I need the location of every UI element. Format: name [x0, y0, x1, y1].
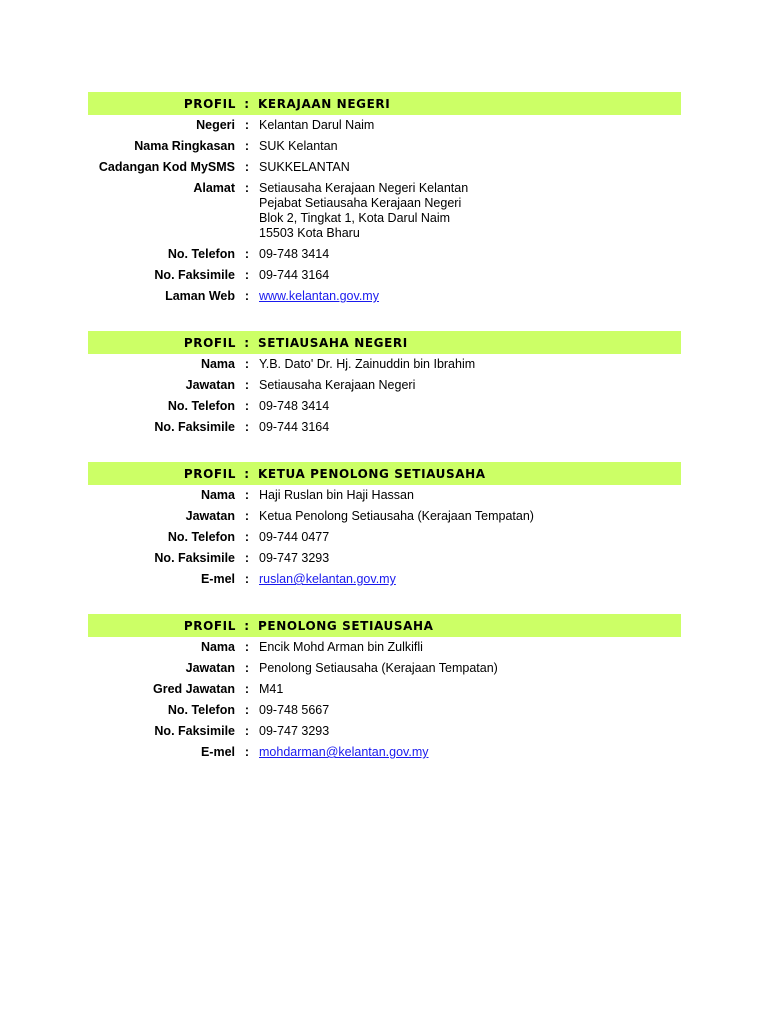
header-title: PENOLONG SETIAUSAHA [258, 618, 434, 633]
row-nama-ringkasan [88, 136, 681, 157]
field-label: Negeri [196, 118, 235, 132]
email-link[interactable]: ruslan@kelantan.gov.my [259, 572, 396, 586]
section-kerajaan-negeri [88, 92, 681, 307]
field-colon: : [244, 724, 250, 738]
row-jawatan [88, 506, 681, 527]
address-line: Setiausaha Kerajaan Negeri Kelantan [259, 181, 469, 195]
field-colon: : [244, 661, 250, 675]
row-telefon [88, 700, 681, 721]
row-nama [88, 485, 681, 506]
field-colon: : [244, 160, 250, 174]
section-penolong-setiausaha [88, 614, 681, 763]
field-value: 09-744 3164 [259, 268, 330, 282]
field-label: Jawatan [185, 509, 235, 523]
field-colon: : [244, 745, 250, 759]
field-value: SUKKELANTAN [259, 160, 350, 174]
row-faksimile [88, 548, 681, 569]
row-nama [88, 354, 681, 375]
field-colon: : [244, 139, 250, 153]
field-label: E-mel [200, 572, 235, 586]
row-faksimile [88, 417, 681, 438]
field-value: Haji Ruslan bin Haji Hassan [259, 488, 414, 502]
field-colon: : [244, 289, 250, 303]
section-setiausaha-negeri [88, 331, 681, 438]
field-label: No. Telefon [167, 703, 235, 717]
field-value: 09-748 5667 [259, 703, 330, 717]
address-value [259, 181, 681, 241]
field-label: E-mel [200, 745, 235, 759]
header-colon: : [244, 335, 250, 350]
field-colon: : [244, 572, 250, 586]
field-label: Alamat [193, 181, 235, 195]
field-label: Gred Jawatan [153, 682, 235, 696]
row-telefon [88, 244, 681, 265]
field-value: Penolong Setiausaha (Kerajaan Tempatan) [259, 661, 498, 675]
field-value: Encik Mohd Arman bin Zulkifli [259, 640, 423, 654]
field-value: 09-748 3414 [259, 399, 330, 413]
field-value: Ketua Penolong Setiausaha (Kerajaan Tempatan) [259, 509, 534, 523]
section-header [88, 614, 681, 637]
field-colon: : [244, 682, 250, 696]
field-value-wrap [259, 572, 681, 587]
field-value: M41 [259, 682, 284, 696]
field-value-wrap [259, 745, 681, 760]
field-label: No. Telefon [167, 530, 235, 544]
field-label: Nama [200, 488, 235, 502]
field-label: No. Faksimile [154, 268, 235, 282]
field-value: Y.B. Dato' Dr. Hj. Zainuddin bin Ibrahim [259, 357, 476, 371]
section-header [88, 92, 681, 115]
header-prefix: PROFIL [183, 96, 236, 111]
row-faksimile [88, 721, 681, 742]
header-title: SETIAUSAHA NEGERI [258, 335, 408, 350]
row-kod-mysms [88, 157, 681, 178]
row-nama [88, 637, 681, 658]
header-title: KERAJAAN NEGERI [258, 96, 391, 111]
field-label: No. Telefon [167, 247, 235, 261]
field-label: No. Telefon [167, 399, 235, 413]
field-colon: : [244, 247, 250, 261]
field-value-wrap [259, 289, 681, 304]
field-label: No. Faksimile [154, 420, 235, 434]
field-colon: : [244, 118, 250, 132]
row-laman-web [88, 286, 681, 307]
row-telefon [88, 396, 681, 417]
row-telefon [88, 527, 681, 548]
field-colon: : [244, 509, 250, 523]
field-value: Setiausaha Kerajaan Negeri [259, 378, 416, 392]
header-prefix: PROFIL [183, 618, 236, 633]
field-label: Nama [200, 640, 235, 654]
field-colon: : [244, 378, 250, 392]
field-value: Kelantan Darul Naim [259, 118, 375, 132]
header-colon: : [244, 96, 250, 111]
section-header [88, 331, 681, 354]
field-label: Nama [200, 357, 235, 371]
website-link[interactable]: www.kelantan.gov.my [259, 289, 379, 303]
field-colon: : [244, 181, 250, 195]
field-colon: : [244, 488, 250, 502]
row-jawatan [88, 658, 681, 679]
field-colon: : [244, 357, 250, 371]
field-value: 09-747 3293 [259, 551, 330, 565]
field-value: 09-744 0477 [259, 530, 330, 544]
field-label: Jawatan [185, 378, 235, 392]
field-value: SUK Kelantan [259, 139, 338, 153]
field-colon: : [244, 268, 250, 282]
field-colon: : [244, 399, 250, 413]
field-label: No. Faksimile [154, 724, 235, 738]
field-colon: : [244, 551, 250, 565]
field-colon: : [244, 420, 250, 434]
field-value: 09-744 3164 [259, 420, 330, 434]
field-label: Nama Ringkasan [134, 139, 235, 153]
field-colon: : [244, 703, 250, 717]
row-negeri [88, 115, 681, 136]
address-line: Blok 2, Tingkat 1, Kota Darul Naim [259, 211, 451, 225]
row-faksimile [88, 265, 681, 286]
field-value: 09-748 3414 [259, 247, 330, 261]
section-ketua-penolong-setiausaha [88, 462, 681, 590]
header-prefix: PROFIL [183, 466, 236, 481]
row-gred-jawatan [88, 679, 681, 700]
email-link[interactable]: mohdarman@kelantan.gov.my [259, 745, 429, 759]
field-label: Jawatan [185, 661, 235, 675]
field-label: No. Faksimile [154, 551, 235, 565]
field-label: Cadangan Kod MySMS [98, 160, 235, 174]
address-line: Pejabat Setiausaha Kerajaan Negeri [259, 196, 462, 210]
row-alamat [88, 178, 681, 244]
address-line: 15503 Kota Bharu [259, 226, 360, 240]
field-colon: : [244, 530, 250, 544]
header-colon: : [244, 466, 250, 481]
section-header [88, 462, 681, 485]
field-label: Laman Web [165, 289, 235, 303]
field-value: 09-747 3293 [259, 724, 330, 738]
row-jawatan [88, 375, 681, 396]
header-title: KETUA PENOLONG SETIAUSAHA [258, 466, 486, 481]
header-prefix: PROFIL [183, 335, 236, 350]
field-colon: : [244, 640, 250, 654]
header-colon: : [244, 618, 250, 633]
row-emel [88, 569, 681, 590]
row-emel [88, 742, 681, 763]
document-page [88, 92, 681, 787]
